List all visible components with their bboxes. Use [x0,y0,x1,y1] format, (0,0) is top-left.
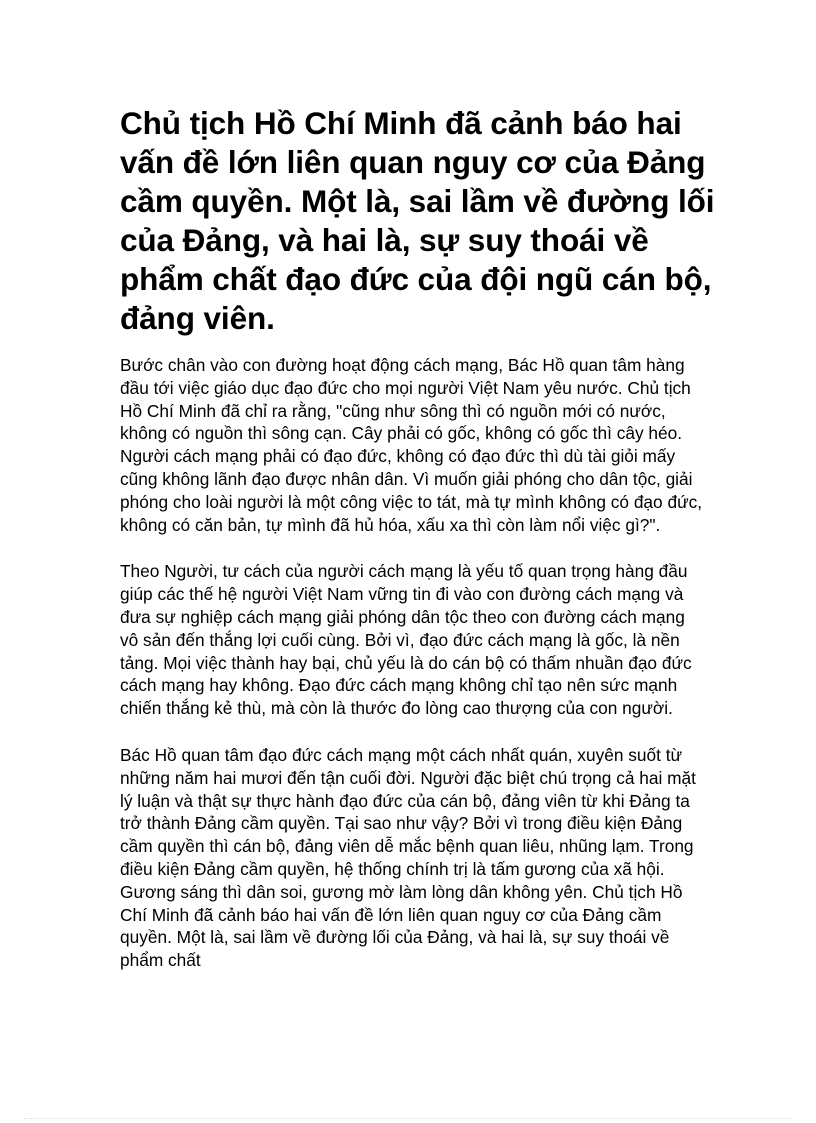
paragraph: Bước chân vào con đường hoạt động cách mạng, Bác Hồ quan tâm hàng đầu tới việc giáo dục đạo đức cho mọi người Việt Nam yêu nước. Chủ tịch Hồ Chí Minh đã chỉ ra rằng, "cũng như sông thì có nguồn mới có nước, không có nguồn thì sông cạn. Cây phải có gốc, không có gốc thì cây héo. Người cách mạng phải có đạo đức, không có đạo đức thì dù tài giỏi mấy cũng không lãnh đạo được nhân dân. Vì muốn giải phóng cho dân tộc, giải phóng cho loài người là một công việc to tát, mà tự mình không có đạo đức, không có căn bản, tự mình đã hủ hóa, xấu xa thì còn làm nổi việc gì?". [120,355,703,535]
paragraph: Theo Người, tư cách của người cách mạng là yếu tố quan trọng hàng đầu giúp các thế hệ người Việt Nam vững tin đi vào con đường cách mạng và đưa sự nghiệp cách mạng giải phóng dân tộc theo con đường cách mạng vô sản đến thắng lợi cuối cùng. Bởi vì, đạo đức cách mạng là gốc, là nền tảng. Mọi việc thành hay bại, chủ yếu là do cán bộ có thấm nhuần đạo đức cách mạng hay không. Đạo đức cách mạng không chỉ tạo nên sức mạnh chiến thắng kẻ thù, mà còn là thước đo lòng cao thượng của con người. [120,561,692,719]
paragraph: Bác Hồ quan tâm đạo đức cách mạng một cách nhất quán, xuyên suốt từ những năm hai mươi đến tận cuối đời. Người đặc biệt chú trọng cả hai mặt lý luận và thật sự thực hành đạo đức của cán bộ, đảng viên từ khi Đảng ta trở thành Đảng cầm quyền. Tại sao như vậy? Bởi vì trong điều kiện Đảng cầm quyền thì cán bộ, đảng viên dễ mắc bệnh quan liêu, nhũng lạm. Trong điều kiện Đảng cầm quyền, hệ thống chính trị là tấm gương của xã hội. Gương sáng thì dân soi, gương mờ làm lòng dân không yên. Chủ tịch Hồ Chí Minh đã cảnh báo hai vấn đề lớn liên quan nguy cơ của Đảng cầm quyền. Một là, sai lầm về đường lối của Đảng, và hai là, sự suy thoái về phẩm chất [120,744,696,971]
document-heading: Chủ tịch Hồ Chí Minh đã cảnh báo hai vấn đề lớn liên quan nguy cơ của Đảng cầm quyền. Một là, sai lầm về đường lối của Đảng, và hai là, sự suy thoái về phẩm chất đạo đức của đội ngũ cán bộ, đảng viên. [120,105,715,336]
document-body [120,354,706,996]
page-bottom-divider [24,1118,792,1119]
